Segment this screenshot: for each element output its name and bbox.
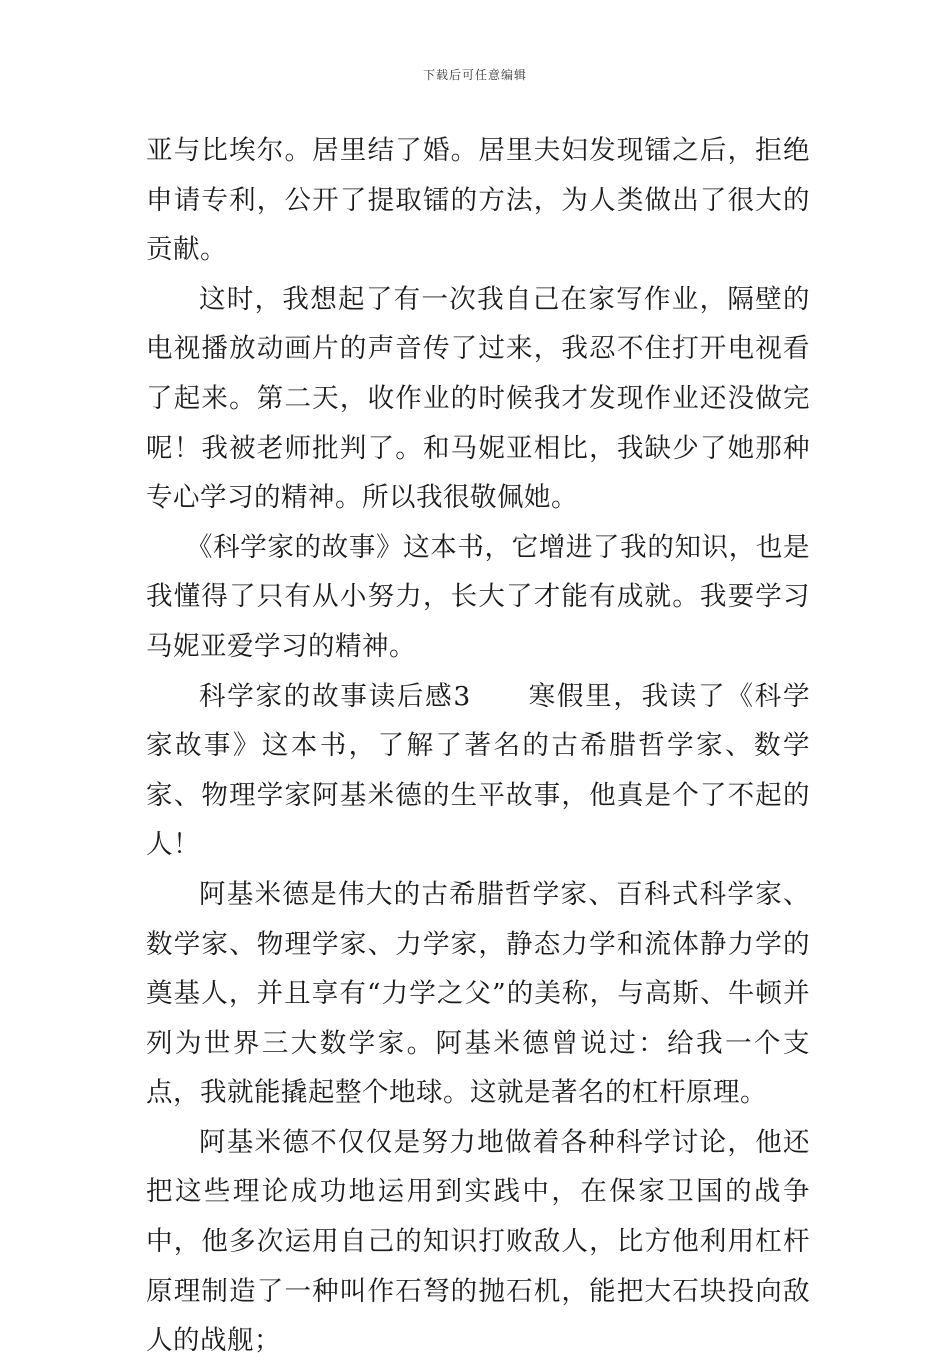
document-body (146, 126, 810, 1366)
page-header: 下载后可任意编辑 (422, 68, 527, 82)
paragraph-continuation: 亚与比埃尔。居里结了婚。居里夫妇发现镭之后，拒绝申请专利，公开了提取镭的方法，为人类做出了很大的贡献。 (146, 135, 810, 266)
paragraph-book-summary: 《科学家的故事》这本书，它增进了我的知识，也是我懂得了只有从小努力，长大了才能有成就。我要学习马妮亚爱学习的精神。 (146, 531, 810, 662)
paragraph-archimedes-practice: 阿基米德不仅仅是努力地做着各种科学讨论，他还把这些理论成功地运用到实践中，在保家卫国的战争中，他多次运用自己的知识打败敌人，比方他利用杠杆原理制造了一种叫作石弩的抛石机，能把大石块投向敌人的战舰； (146, 1126, 810, 1357)
paragraph-archimedes-intro: 阿基米德是伟大的古希腊哲学家、百科式科学家、数学家、物理学家、力学家，静态力学和流体静力学的奠基人，并且享有“力学之父”的美称，与高斯、牛顿并列为世界三大数学家。阿基米德曾说过：给我一个支点，我就能撬起整个地球。这就是著名的杠杆原理。 (146, 878, 810, 1109)
paragraph-homework-memory: 这时，我想起了有一次我自己在家写作业，隔壁的电视播放动画片的声音传了过来，我忍不住打开电视看了起来。第二天，收作业的时候我才发现作业还没做完呢！我被老师批判了。和马妮亚相比，我缺少了她那种专心学习的精神。所以我很敬佩她。 (146, 283, 810, 514)
paragraph-reading-reflection-3: 科学家的故事读后感3 寒假里，我读了《科学家故事》这本书，了解了著名的古希腊哲学家、数学家、物理学家阿基米德的生平故事，他真是个了不起的人！ (146, 680, 810, 861)
